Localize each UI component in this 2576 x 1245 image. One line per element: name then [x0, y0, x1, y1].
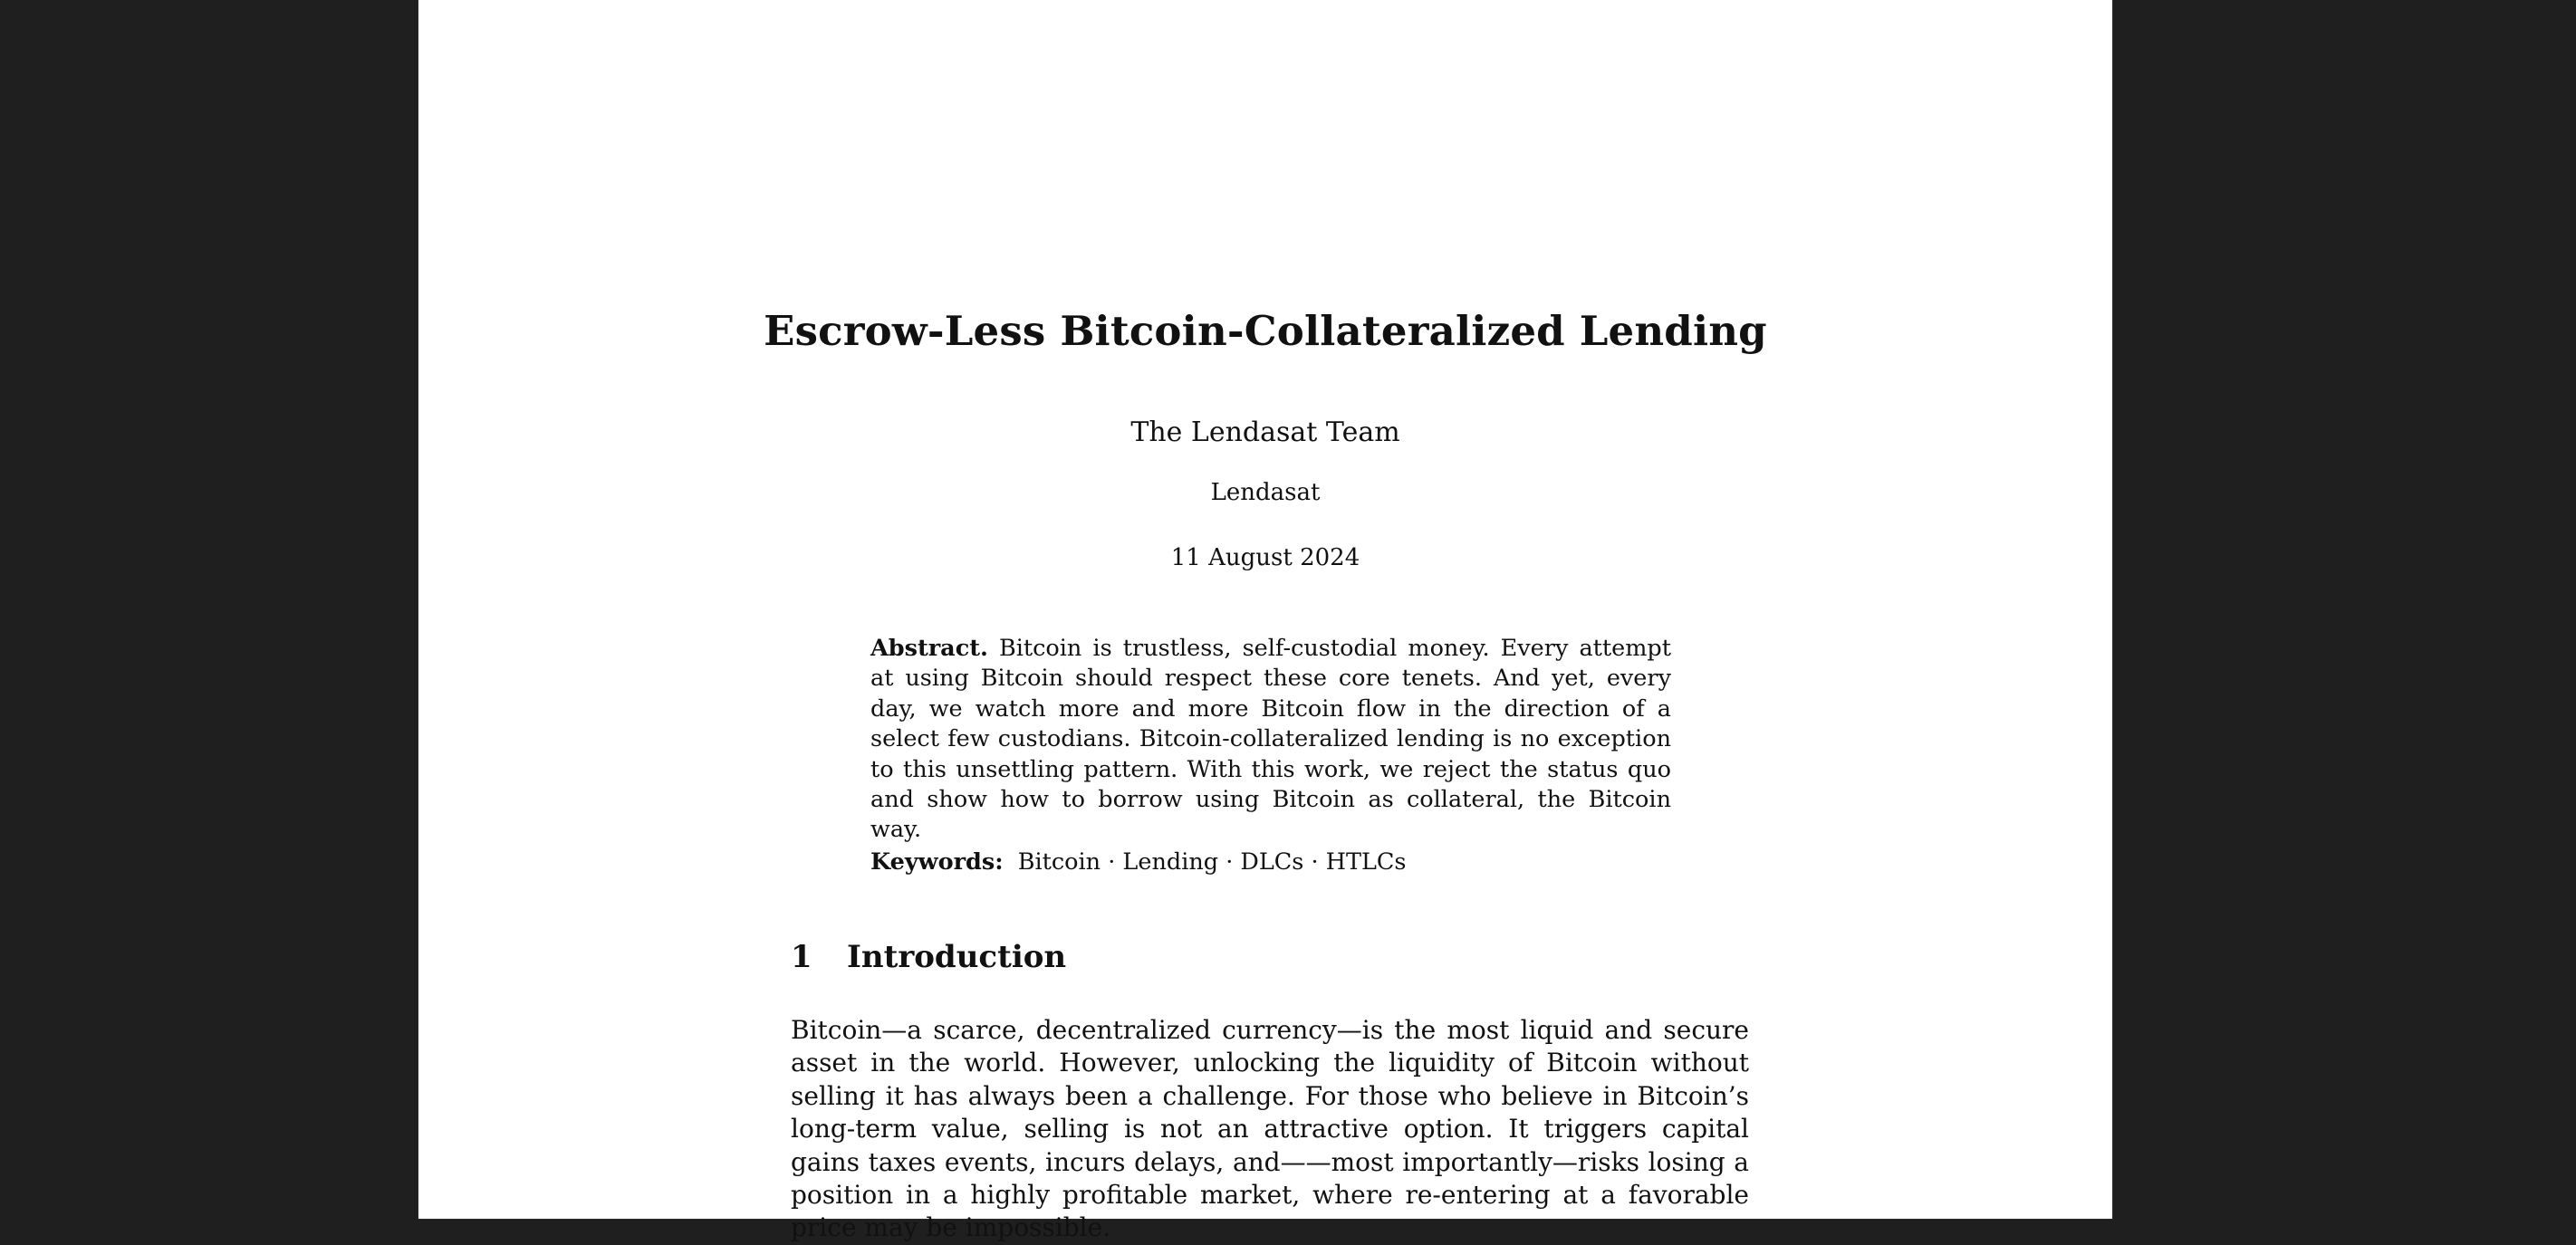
pdf-page	[418, 0, 2112, 1243]
keywords	[870, 847, 1671, 877]
section-title: Introduction	[847, 939, 1067, 975]
abstract-label: Abstract.	[870, 635, 988, 662]
keywords-text: Bitcoin · Lending · DLCs · HTLCs	[1017, 848, 1407, 876]
section-number: 1	[791, 939, 812, 975]
abstract	[870, 634, 1671, 846]
body-paragraph: Bitcoin—a scarce, decentralized currency—is the most liquid and secure asset in the world. However, unlocking the liquidity of Bitcoin without selling it has always been a challenge. For those who believe in Bitcoin’s long-term value, selling is not an attractive option. It triggers capital gains taxes events, incurs delays, and——most importantly—risks losing a position in a highly profitable market, where re-entering at a favorable price may be impossible.	[791, 1015, 1749, 1243]
paper-author: The Lendasat Team	[1130, 417, 1400, 448]
paper-affiliation: Lendasat	[1210, 479, 1321, 506]
keywords-label: Keywords:	[870, 848, 1004, 876]
paper-title: Escrow-Less Bitcoin-Collateralized Lending	[764, 307, 1767, 355]
abstract-text: Bitcoin is trustless, self-custodial money. Every attempt at using Bitcoin should respect these core tenets. And yet, every day, we watch more and more Bitcoin flow in the direction of a select few custodians. Bitcoin-collateralized lending is no exception to this unsettling pattern. With this work, we reject the status quo and show how to borrow using Bitcoin as collateral, the Bitcoin way.	[870, 635, 1672, 844]
paper-date: 11 August 2024	[1170, 544, 1360, 571]
section-heading	[791, 937, 1066, 977]
